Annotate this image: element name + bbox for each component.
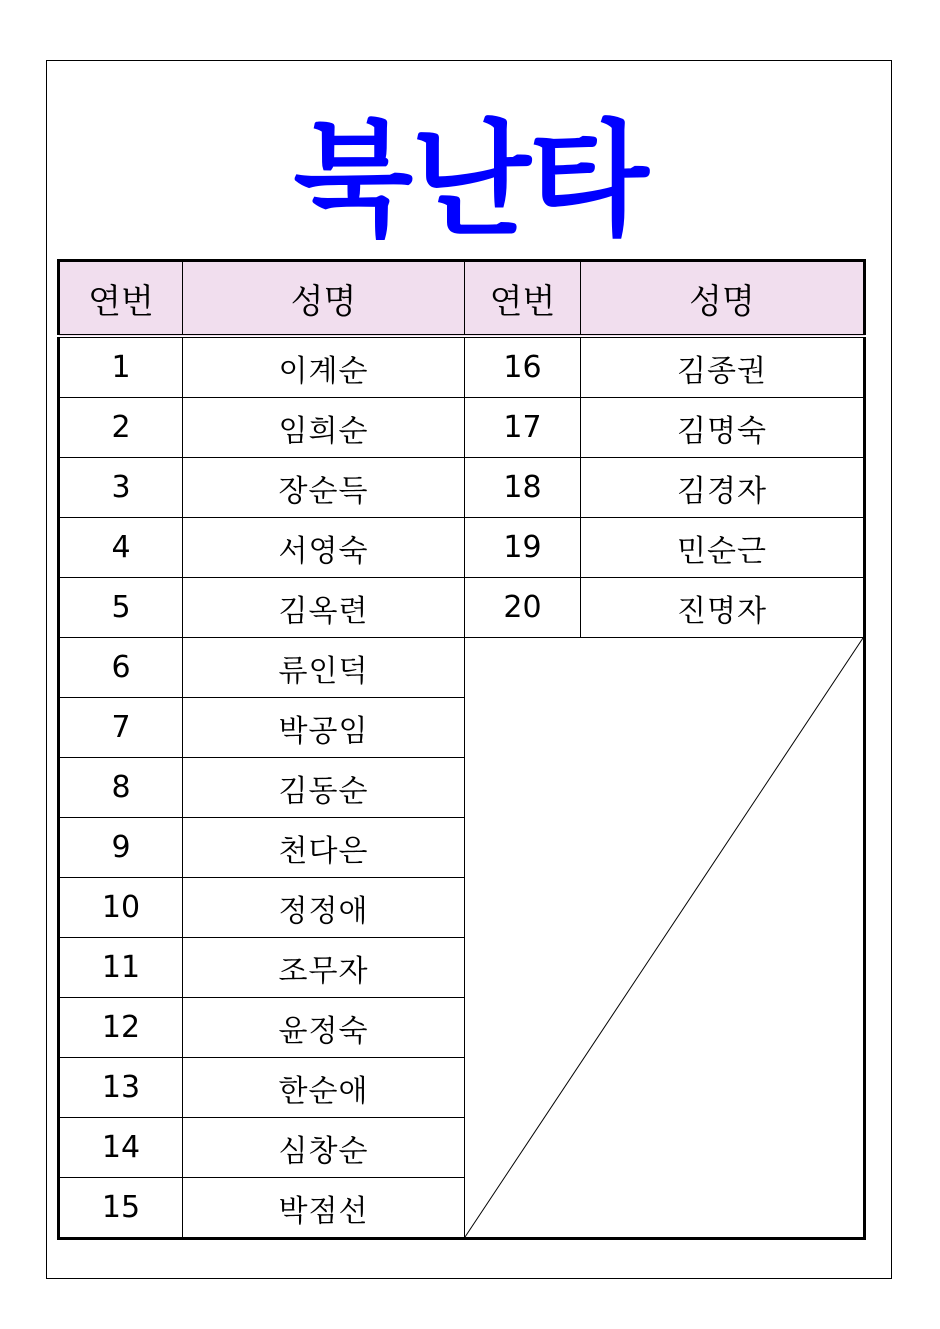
row-number-right: 19 xyxy=(465,518,581,578)
header-name-right: 성명 xyxy=(581,261,865,337)
row-name-right: 김명숙 xyxy=(581,398,865,458)
table-row xyxy=(59,336,865,398)
row-number: 12 xyxy=(59,998,183,1058)
header-number-right: 연번 xyxy=(465,261,581,337)
table-row xyxy=(59,638,865,698)
row-number-right: 20 xyxy=(465,578,581,638)
row-name-right: 김종권 xyxy=(581,336,865,398)
row-name-right: 진명자 xyxy=(581,578,865,638)
table-row xyxy=(59,518,865,578)
row-name: 윤정숙 xyxy=(183,998,465,1058)
table-row xyxy=(59,398,865,458)
empty-crossed-cell xyxy=(465,638,865,1239)
row-name: 조무자 xyxy=(183,938,465,998)
row-number: 1 xyxy=(59,336,183,398)
row-number-right: 18 xyxy=(465,458,581,518)
row-number: 2 xyxy=(59,398,183,458)
table-row xyxy=(59,458,865,518)
header-row xyxy=(59,261,865,337)
header-number-left: 연번 xyxy=(59,261,183,337)
diagonal-line xyxy=(465,638,863,1237)
row-number: 8 xyxy=(59,758,183,818)
roster-table xyxy=(57,259,866,1240)
row-name: 한순애 xyxy=(183,1058,465,1118)
table-row xyxy=(59,578,865,638)
page-title: 북난타 xyxy=(293,109,647,253)
row-name: 정정애 xyxy=(183,878,465,938)
row-number: 6 xyxy=(59,638,183,698)
header-name-left: 성명 xyxy=(183,261,465,337)
row-name: 임희순 xyxy=(183,398,465,458)
row-number: 11 xyxy=(59,938,183,998)
row-number: 4 xyxy=(59,518,183,578)
row-name-right: 김경자 xyxy=(581,458,865,518)
row-number: 9 xyxy=(59,818,183,878)
row-number: 10 xyxy=(59,878,183,938)
row-number: 15 xyxy=(59,1178,183,1239)
row-name: 류인덕 xyxy=(183,638,465,698)
row-name: 천다은 xyxy=(183,818,465,878)
row-number: 7 xyxy=(59,698,183,758)
row-number: 5 xyxy=(59,578,183,638)
row-number: 13 xyxy=(59,1058,183,1118)
row-name: 심창순 xyxy=(183,1118,465,1178)
row-name: 박점선 xyxy=(183,1178,465,1239)
row-name: 장순득 xyxy=(183,458,465,518)
row-name: 서영숙 xyxy=(183,518,465,578)
row-name: 김동순 xyxy=(183,758,465,818)
row-number-right: 16 xyxy=(465,336,581,398)
row-name: 김옥련 xyxy=(183,578,465,638)
row-number: 14 xyxy=(59,1118,183,1178)
row-name: 이계순 xyxy=(183,336,465,398)
row-name: 박공임 xyxy=(183,698,465,758)
row-number-right: 17 xyxy=(465,398,581,458)
row-number: 3 xyxy=(59,458,183,518)
row-name-right: 민순근 xyxy=(581,518,865,578)
